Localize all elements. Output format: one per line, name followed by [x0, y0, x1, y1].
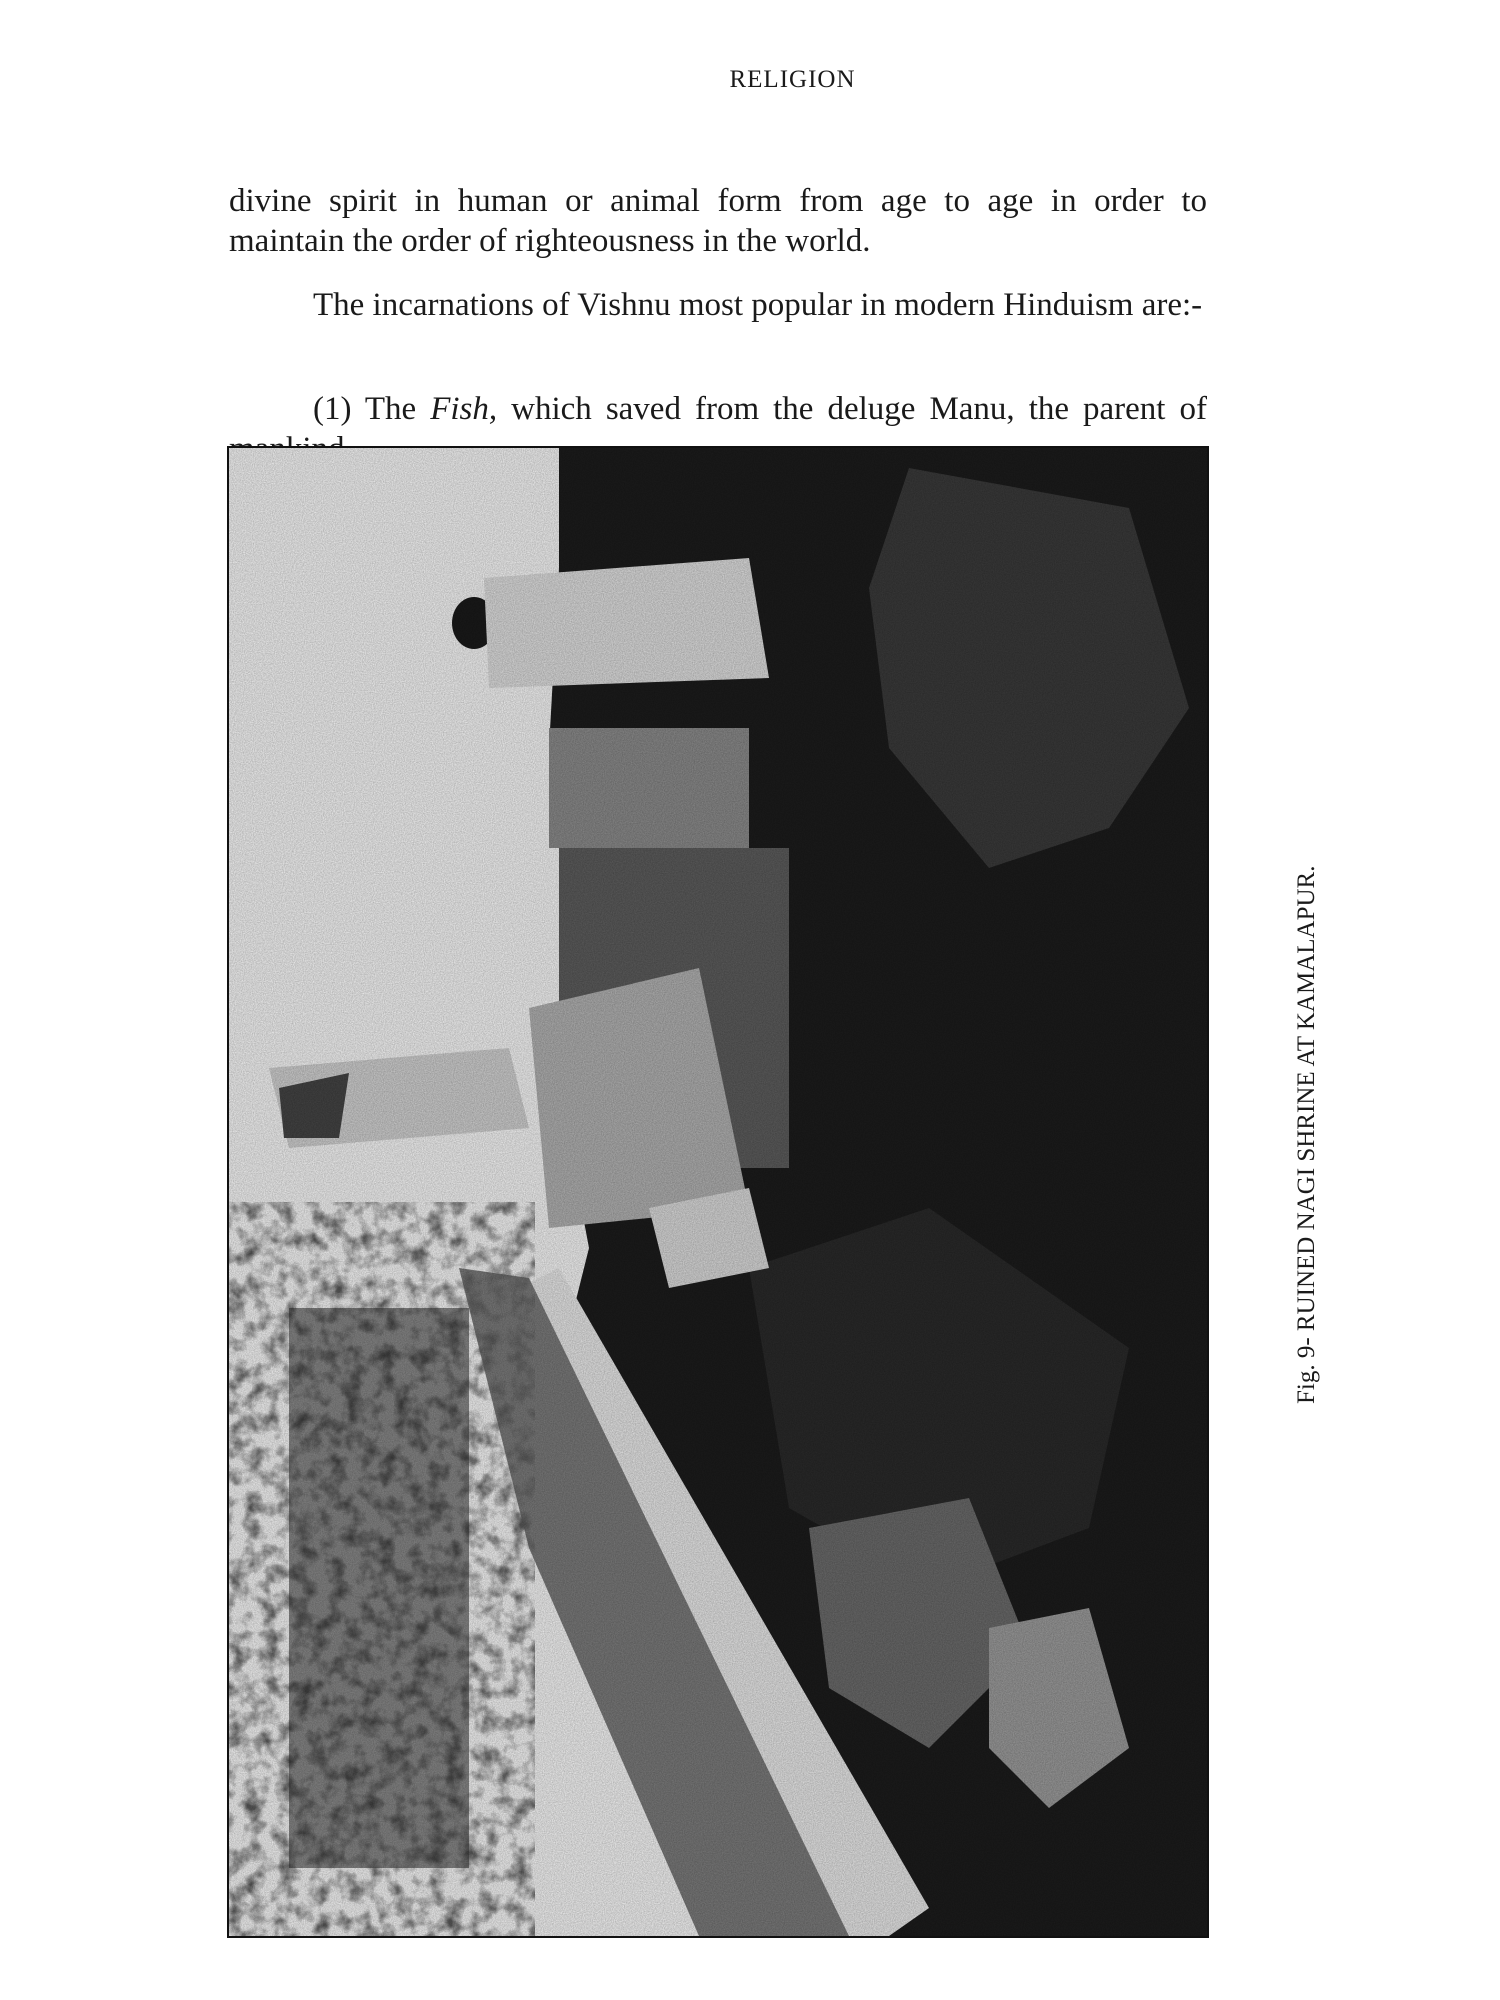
figure-caption: Fig. 9- RUINED NAGI SHRINE AT KAMALAPUR.	[1293, 865, 1320, 1404]
fish-emphasis: Fish,	[430, 391, 498, 427]
paragraph-continuation: divine spirit in human or animal form from age to age in order to maintain the order of righteousness in the world.	[229, 183, 1207, 259]
running-head: RELIGION	[729, 66, 856, 93]
fish-item-prefix: (1) The	[313, 391, 431, 427]
fish-item-suffix: which saved from the deluge Manu, the parent of	[511, 391, 1207, 427]
shrine-photograph	[227, 446, 1209, 1938]
photo-illustration	[229, 448, 1207, 1936]
paragraph-incarnations-intro: The incarnations of Vishnu most popular in modern Hinduism are:-	[313, 287, 1203, 323]
